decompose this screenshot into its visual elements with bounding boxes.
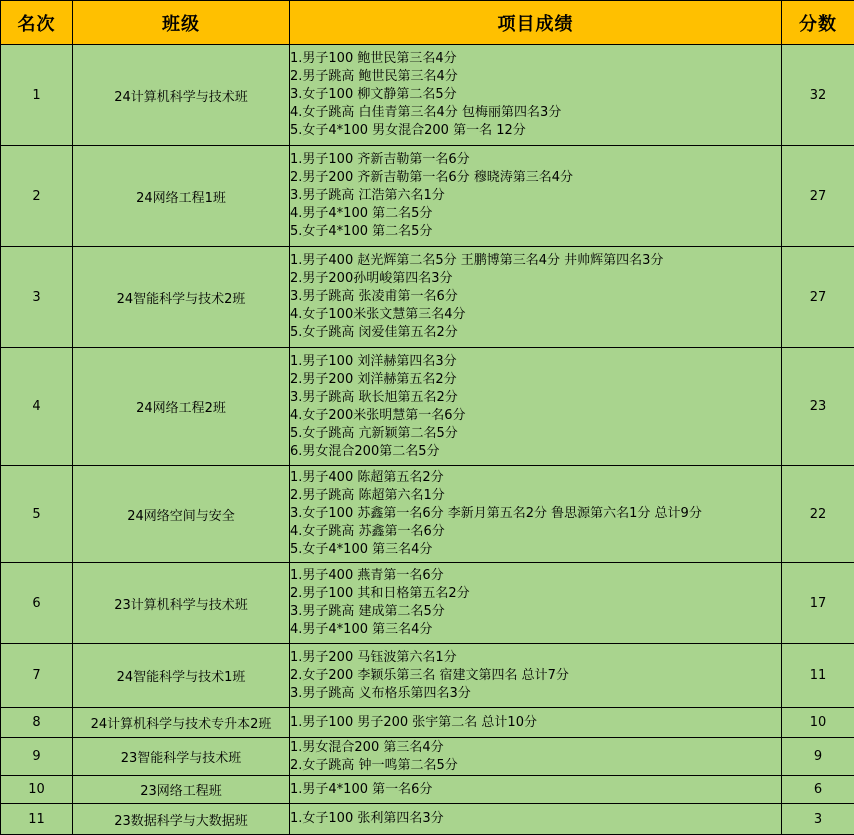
result-item: 2.女子200 李颖乐第三名 宿建文第四名 总计7分 <box>290 667 781 685</box>
class-cell: 23数据科学与大数据班 <box>73 804 290 835</box>
score-cell: 11 <box>782 644 854 708</box>
result-item: 4.男子4*100 第三名4分 <box>290 621 781 639</box>
rank-cell: 3 <box>1 247 73 348</box>
results-cell <box>290 348 782 466</box>
table-row <box>1 247 854 348</box>
result-item: 1.女子100 张利第四名3分 <box>290 810 781 828</box>
score-cell: 9 <box>782 738 854 776</box>
result-item: 1.男子100 男子200 张宇第二名 总计10分 <box>290 714 781 732</box>
results-cell <box>290 738 782 776</box>
class-cell: 23智能科学与技术班 <box>73 738 290 776</box>
result-item: 4.女子跳高 白佳青第三名4分 包梅丽第四名3分 <box>290 104 781 122</box>
result-item: 3.男子跳高 义布格乐第四名3分 <box>290 685 781 703</box>
results-cell <box>290 708 782 738</box>
class-cell: 24智能科学与技术1班 <box>73 644 290 708</box>
score-cell: 22 <box>782 466 854 563</box>
header-row <box>1 1 854 45</box>
result-item: 5.女子4*100 第三名4分 <box>290 541 781 559</box>
score-cell: 23 <box>782 348 854 466</box>
table-row <box>1 644 854 708</box>
result-item: 2.男子200 齐新吉勒第一名6分 穆晓涛第三名4分 <box>290 169 781 187</box>
class-cell: 24计算机科学与技术班 <box>73 45 290 146</box>
class-cell: 24网络工程2班 <box>73 348 290 466</box>
results-cell <box>290 563 782 644</box>
result-item: 2.男子100 其和日格第五名2分 <box>290 585 781 603</box>
result-item: 2.男子200 刘洋赫第五名2分 <box>290 371 781 389</box>
result-item: 2.女子跳高 钟一鸣第二名5分 <box>290 757 781 775</box>
results-cell <box>290 45 782 146</box>
result-item: 1.男子400 燕青第一名6分 <box>290 567 781 585</box>
result-item: 4.男子4*100 第二名5分 <box>290 205 781 223</box>
table-row <box>1 348 854 466</box>
result-item: 4.女子跳高 苏鑫第一名6分 <box>290 523 781 541</box>
rank-cell: 9 <box>1 738 73 776</box>
result-item: 2.男子跳高 鲍世民第三名4分 <box>290 68 781 86</box>
table-row <box>1 466 854 563</box>
result-item: 5.女子4*100 男女混合200 第一名 12分 <box>290 122 781 140</box>
result-item: 5.女子4*100 第二名5分 <box>290 223 781 241</box>
rank-cell: 7 <box>1 644 73 708</box>
result-item: 1.男子100 齐新吉勒第一名6分 <box>290 151 781 169</box>
results-cell <box>290 466 782 563</box>
rank-cell: 5 <box>1 466 73 563</box>
table-row <box>1 776 854 804</box>
result-item: 1.男子4*100 第一名6分 <box>290 781 781 799</box>
class-cell: 24智能科学与技术2班 <box>73 247 290 348</box>
table-row <box>1 738 854 776</box>
header-score: 分数 <box>782 1 854 45</box>
header-rank: 名次 <box>1 1 73 45</box>
score-cell: 27 <box>782 146 854 247</box>
rank-cell: 2 <box>1 146 73 247</box>
result-item: 2.男子跳高 陈超第六名1分 <box>290 487 781 505</box>
results-cell <box>290 776 782 804</box>
result-item: 3.男子跳高 张凌甫第一名6分 <box>290 288 781 306</box>
result-item: 5.女子跳高 亢新颖第二名5分 <box>290 425 781 443</box>
result-item: 3.女子100 苏鑫第一名6分 李新月第五名2分 鲁思源第六名1分 总计9分 <box>290 505 781 523</box>
results-cell <box>290 146 782 247</box>
result-item: 1.男子400 陈超第五名2分 <box>290 469 781 487</box>
result-item: 6.男女混合200第二名5分 <box>290 443 781 461</box>
rank-cell: 1 <box>1 45 73 146</box>
result-item: 4.女子200米张明慧第一名6分 <box>290 407 781 425</box>
result-item: 1.男女混合200 第三名4分 <box>290 739 781 757</box>
score-cell: 10 <box>782 708 854 738</box>
result-item: 5.女子跳高 闵爱佳第五名2分 <box>290 324 781 342</box>
score-cell: 3 <box>782 804 854 835</box>
result-item: 4.女子100米张文慧第三名4分 <box>290 306 781 324</box>
results-cell <box>290 644 782 708</box>
table-row <box>1 45 854 146</box>
table-row <box>1 563 854 644</box>
rank-cell: 10 <box>1 776 73 804</box>
results-cell <box>290 247 782 348</box>
rank-cell: 6 <box>1 563 73 644</box>
header-results: 项目成绩 <box>290 1 782 45</box>
result-item: 1.男子100 鲍世民第三名4分 <box>290 50 781 68</box>
score-cell: 17 <box>782 563 854 644</box>
rank-cell: 8 <box>1 708 73 738</box>
result-item: 1.男子400 赵光辉第二名5分 王鹏博第三名4分 井帅辉第四名3分 <box>290 252 781 270</box>
score-cell: 6 <box>782 776 854 804</box>
result-item: 3.男子跳高 江浩第六名1分 <box>290 187 781 205</box>
class-cell: 24网络工程1班 <box>73 146 290 247</box>
class-cell: 24网络空间与安全 <box>73 466 290 563</box>
class-cell: 23网络工程班 <box>73 776 290 804</box>
result-item: 3.女子100 柳文静第二名5分 <box>290 86 781 104</box>
result-item: 3.男子跳高 建成第二名5分 <box>290 603 781 621</box>
table-row <box>1 804 854 835</box>
table-row <box>1 708 854 738</box>
results-cell <box>290 804 782 835</box>
header-class: 班级 <box>73 1 290 45</box>
class-cell: 23计算机科学与技术班 <box>73 563 290 644</box>
result-item: 3.男子跳高 耿长旭第五名2分 <box>290 389 781 407</box>
score-cell: 27 <box>782 247 854 348</box>
rank-cell: 11 <box>1 804 73 835</box>
result-item: 1.男子200 马钰波第六名1分 <box>290 649 781 667</box>
score-cell: 32 <box>782 45 854 146</box>
result-item: 1.男子100 刘洋赫第四名3分 <box>290 353 781 371</box>
rank-cell: 4 <box>1 348 73 466</box>
result-item: 2.男子200孙明峻第四名3分 <box>290 270 781 288</box>
class-cell: 24计算机科学与技术专升本2班 <box>73 708 290 738</box>
table-row <box>1 146 854 247</box>
